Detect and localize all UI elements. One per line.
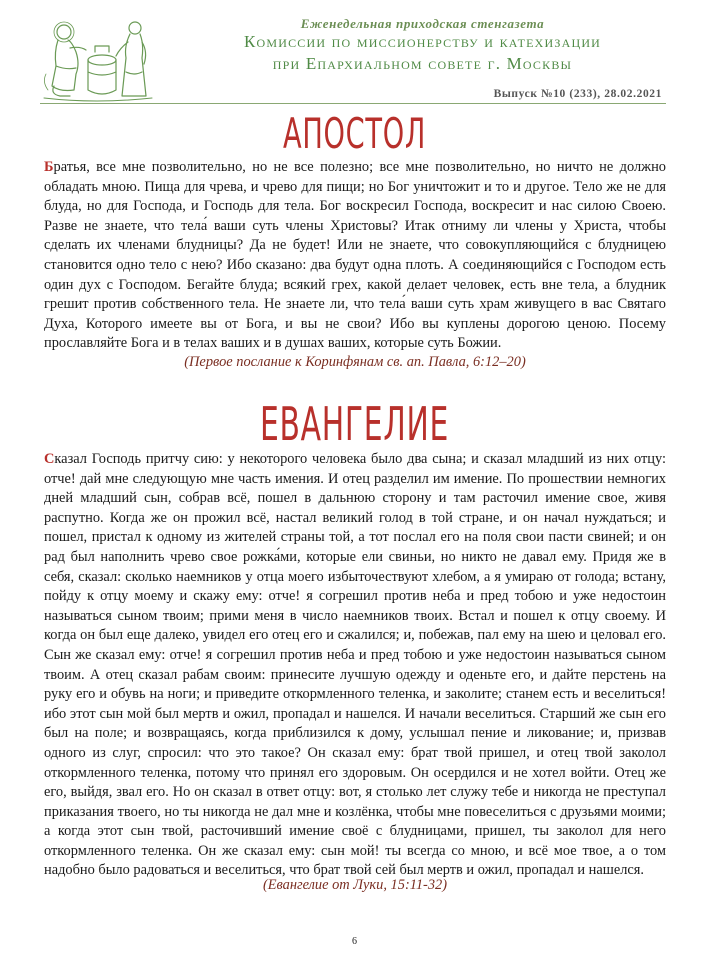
masthead-tagline: Еженедельная приходская стенгазета (300, 16, 545, 31)
christ-and-samaritan-woman-icon (40, 12, 155, 104)
masthead (0, 0, 709, 110)
masthead-publisher-line2: при Епархиальном совете г. Москвы (272, 54, 573, 73)
gospel-reading-text (44, 450, 666, 881)
apostol-drop-initial: Б (44, 159, 54, 175)
apostol-citation: (Первое послание к Коринфянам св. ап. Павла, 6:12–20) (184, 354, 526, 370)
apostol-reading-text (44, 158, 666, 354)
gospel-drop-initial: С (44, 451, 55, 467)
masthead-publisher-line1: Комиссии по миссионерству и катехизации (243, 32, 602, 51)
masthead-divider (40, 103, 666, 104)
apostol-body: ратья, все мне позволительно, но не все полезно; все мне позволительно, но ничто не должно обладать мною. Пища для чрева, и чрево для пищи; но Бог уничтожит и то и другое. Тело же не для блуда, но для Господа, и Господь для тела. Бог воскресил Господа, воскресит и нас силою Своею. Разве не знаете, что тела́ ваши суть члены Христовы? Итак отниму ли члены у Христа, чтобы сделать их членами блудницы? Да не будет! Или не знаете, что совокупляющийся с блудницею становится одно тело с нею? Ибо сказано: два будут одна плоть. А соединяющийся с Господом есть один дух с Господом. Бегайте блуда; всякий грех, какой делает человек, есть вне тела, а блудник грешит против собственного тела. Не знаете ли, что тела́ ваши суть храм живущего в вас Святаго Духа, Которого имеете вы от Бога, и вы не свои? Ибо вы куплены дорогою ценою. Посему прославляйте Бога и в телах ваших и в душах ваших, которые суть Божии. (44, 159, 666, 352)
gospel-heading: ЕВАНГЕЛИЕ (259, 397, 450, 451)
issue-number: Выпуск №10 (233), 28.02.2021 (493, 88, 662, 100)
page-number: 6 (352, 936, 357, 947)
apostol-heading: АПОСТОЛ (282, 109, 427, 158)
gospel-citation: (Евангелие от Луки, 15:11-32) (262, 877, 448, 893)
gospel-body: казал Господь притчу сию: у некоторого человека было два сына; и сказал младший из них отцу: отче! дай мне следующую мне часть имения. И отец разделил им имение. По прошествии немногих дней младший сын, собрав всё, пошел в дальнюю сторону и там расточил имение свое, живя распутно. Когда же он прожил всё, настал великий голод в той стране, и он начал нуждаться; и пошел, пристал к одному из жителей страны той, а тот послал его на поля свои пасти свиней; и он рад был наполнить чрево свое рожка́ми, которые ели свиньи, но никто не давал ему. Придя же в себя, сказал: сколько наемников у отца моего избыточествуют хлебом, а я умираю от голода; встану, пойду к отцу моему и скажу ему: отче! я согрешил против неба и пред тобою и уже недостоин называться сыном твоим; прими меня в число наемников твоих. Встал и пошел к отцу своему. И когда он был еще далеко, увидел его отец его и сжалился; и, побежав, пал ему на шею и целовал его. Сын же сказал ему: отче! я согрешил против неба и пред тобою и уже недостоин называться сыном твоим. А отец сказал рабам своим: принесите лучшую одежду и оденьте его, и дайте перстень на руку его и обувь на ноги; и приведите откормленного теленка, и заколите; станем есть и веселиться! ибо этот сын мой был мертв и ожил, пропадал и нашелся. И начали веселиться. Старший же сын его был на поле; и возвращаясь, когда приблизился к дому, услышал пение и ликование; и, призвав одного из слуг, спросил: что это такое? Он сказал ему: брат твой пришел, и отец твой заколол откормленного теленка, потому что принял его здоровым. Он осердился и не хотел войти. Отец же его, выйдя, звал его. Но он сказал в ответ отцу: вот, я столько лет служу тебе и никогда не преступал приказания твоего, но ты никогда не дал мне и козлёнка, чтобы мне повеселиться с друзьями моими; а когда этот сын твой, расточивший имение своё с блудницами, пришел, ты заколол для него откормленного теленка. Он же сказал ему: сын мой! ты всегда со мною, и всё мое твое, а о том надобно было радоваться и веселиться, что брат твой сей был мертв и ожил, пропадал и нашелся. (44, 451, 666, 879)
